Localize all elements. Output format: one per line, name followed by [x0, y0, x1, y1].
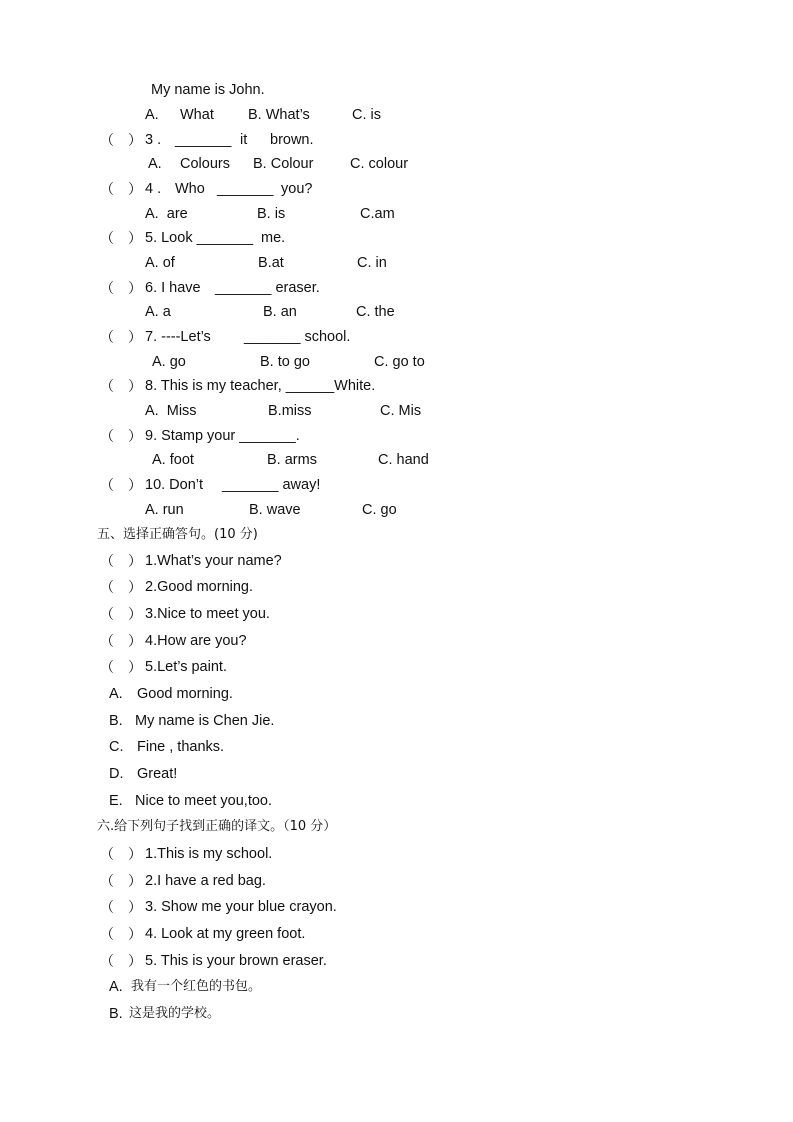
answer-paren-right: ）: [128, 579, 142, 595]
answer-paren-right: ）: [128, 280, 142, 296]
answer-paren-right: ）: [128, 846, 142, 862]
q5-option-b: B.at: [258, 255, 284, 271]
answer-paren-left: （: [100, 633, 114, 649]
q2-option-a-label: A.: [145, 107, 159, 123]
q8-option-c: C. Mis: [380, 403, 422, 419]
answer-paren-left: （: [100, 329, 114, 345]
q10-text: 10. Don’t: [145, 477, 204, 493]
answer-paren-right: ）: [128, 132, 142, 148]
s6-question: 2.I have a red bag.: [145, 873, 266, 889]
q10-option-c: C. go: [362, 502, 397, 518]
q8-option-a: A. Miss: [145, 403, 197, 419]
q8-text: 8. This is my teacher, ______White.: [145, 378, 376, 394]
q9-option-b: B. arms: [267, 452, 317, 468]
q9-option-a: A. foot: [152, 452, 194, 468]
q7-option-b: B. to go: [260, 354, 310, 370]
q6-option-a: A. a: [145, 304, 171, 320]
q10-option-a: A. run: [145, 502, 184, 518]
q3-option-a-label: A.: [148, 156, 162, 172]
q4-number: 4 .: [145, 181, 162, 197]
answer-paren-right: ）: [128, 899, 142, 915]
q6-text: 6. I have: [145, 280, 201, 296]
answer-paren-left: （: [100, 873, 114, 889]
q7-text: _______ school.: [244, 329, 351, 345]
q3-word: brown.: [270, 132, 314, 148]
s6-question: 1.This is my school.: [145, 846, 273, 862]
q2-option-c: C. is: [352, 107, 381, 123]
q7-text: 7. ----Let’s: [145, 329, 211, 345]
q3-option-b: B. Colour: [253, 156, 314, 172]
s5-question: 3.Nice to meet you.: [145, 606, 270, 622]
q3-option-c: C. colour: [350, 156, 409, 172]
s6-option: 我有一个红色的书包。: [131, 979, 262, 994]
q4-option-b: B. is: [257, 206, 286, 222]
answer-paren-left: （: [100, 181, 114, 197]
answer-paren-left: （: [100, 280, 114, 296]
answer-paren-left: （: [100, 659, 114, 675]
q4-word: Who: [175, 181, 205, 197]
s6-question: 3. Show me your blue crayon.: [145, 899, 337, 915]
answer-paren-right: ）: [128, 553, 142, 569]
q8-option-b: B.miss: [268, 403, 312, 419]
q3-number: 3 .: [145, 132, 162, 148]
answer-paren-left: （: [100, 579, 114, 595]
q6-text: _______ eraser.: [215, 280, 320, 296]
answer-paren-right: ）: [128, 378, 142, 394]
s5-option: Great!: [137, 766, 178, 782]
s5-option-letter: A.: [109, 686, 123, 702]
s5-option-letter: D.: [109, 766, 124, 782]
s6-question: 4. Look at my green foot.: [145, 926, 306, 942]
section-6-heading: 六.给下列句子找到正确的译文。（10 分）: [97, 819, 337, 834]
s5-question: 5.Let’s paint.: [145, 659, 227, 675]
answer-paren-right: ）: [128, 633, 142, 649]
answer-paren-right: ）: [128, 659, 142, 675]
answer-paren-right: ）: [128, 329, 142, 345]
answer-paren-left: （: [100, 477, 114, 493]
answer-paren-right: ）: [128, 953, 142, 969]
q5-option-a: A. of: [145, 255, 175, 271]
answer-paren-left: （: [100, 926, 114, 942]
q4-option-c: C.am: [360, 206, 395, 222]
s6-option: 这是我的学校。: [129, 1006, 221, 1021]
q2-option-b: B. What’s: [248, 107, 310, 123]
answer-paren-left: （: [100, 553, 114, 569]
q4-word: you?: [281, 181, 313, 197]
q4-blank: _______: [217, 181, 274, 197]
q5-text: 5. Look _______: [145, 230, 254, 246]
q7-option-a: A. go: [152, 354, 186, 370]
answer-paren-right: ）: [128, 873, 142, 889]
q3-word: it: [240, 132, 248, 148]
s6-option-letter: A.: [109, 979, 123, 995]
answer-paren-right: ）: [128, 181, 142, 197]
answer-paren-left: （: [100, 428, 114, 444]
answer-paren-left: （: [100, 378, 114, 394]
s5-option: Fine , thanks.: [137, 739, 225, 755]
s5-question: 1.What’s your name?: [145, 553, 282, 569]
q5-option-c: C. in: [357, 255, 387, 271]
answer-paren-left: （: [100, 230, 114, 246]
answer-paren-left: （: [100, 132, 114, 148]
question-2-stem: My name is John.: [151, 82, 265, 98]
answer-paren-right: ）: [128, 428, 142, 444]
s6-option-letter: B.: [109, 1006, 123, 1022]
q9-option-c: C. hand: [378, 452, 429, 468]
q2-option-a: What: [180, 107, 214, 123]
q6-option-c: C. the: [356, 304, 395, 320]
q7-option-c: C. go to: [374, 354, 425, 370]
answer-paren-left: （: [100, 953, 114, 969]
s5-option-letter: E.: [109, 793, 123, 809]
answer-paren-left: （: [100, 606, 114, 622]
s5-option: Nice to meet you,too.: [135, 793, 273, 809]
q3-option-a: Colours: [180, 156, 230, 172]
s5-question: 2.Good morning.: [145, 579, 254, 595]
q6-option-b: B. an: [263, 304, 297, 320]
s5-question: 4.How are you?: [145, 633, 247, 649]
s5-option: My name is Chen Jie.: [135, 713, 275, 729]
answer-paren-right: ）: [128, 606, 142, 622]
section-5-heading: 五、选择正确答句。(10 分): [97, 527, 258, 542]
answer-paren-right: ）: [128, 230, 142, 246]
answer-paren-right: ）: [128, 477, 142, 493]
answer-paren-left: （: [100, 846, 114, 862]
s5-option-letter: C.: [109, 739, 124, 755]
q9-text: 9. Stamp your _______.: [145, 428, 300, 444]
q10-text: _______ away!: [222, 477, 321, 493]
s6-question: 5. This is your brown eraser.: [145, 953, 327, 969]
q4-option-a: A. are: [145, 206, 188, 222]
answer-paren-right: ）: [128, 926, 142, 942]
q3-blank: _______: [175, 132, 232, 148]
answer-paren-left: （: [100, 899, 114, 915]
q10-option-b: B. wave: [249, 502, 301, 518]
s5-option: Good morning.: [137, 686, 233, 702]
q5-word: me.: [261, 230, 286, 246]
s5-option-letter: B.: [109, 713, 123, 729]
